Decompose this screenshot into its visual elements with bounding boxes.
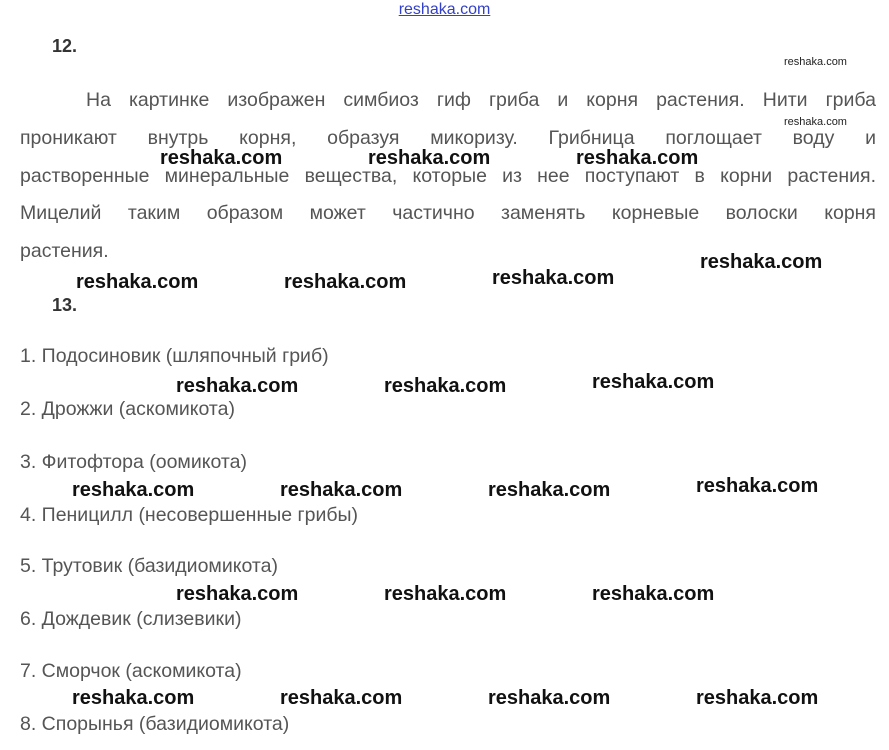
- watermark: reshaka.com: [700, 251, 823, 273]
- task-12-line-2: проникают внутрь корня, образуя микоризу. Грибница поглощает воду и: [20, 127, 876, 149]
- watermark: reshaka.com: [176, 375, 299, 397]
- task-12-line-5: растения.: [20, 240, 109, 262]
- watermark: reshaka.com: [160, 147, 283, 169]
- list-item: 7. Сморчок (аскомикота): [20, 660, 242, 682]
- watermark-small: reshaka.com: [784, 56, 847, 68]
- task-12-line-4: Мицелий таким образом может частично заменять корневые волоски корня: [20, 202, 876, 224]
- watermark: reshaka.com: [488, 479, 611, 501]
- watermark: reshaka.com: [368, 147, 491, 169]
- list-item: 2. Дрожжи (аскомикота): [20, 398, 235, 420]
- list-item: 5. Трутовик (базидиомикота): [20, 555, 278, 577]
- watermark: reshaka.com: [280, 479, 403, 501]
- watermark: reshaka.com: [176, 583, 299, 605]
- watermark: reshaka.com: [76, 271, 199, 293]
- watermark: reshaka.com: [492, 267, 615, 289]
- task-12-line-3: растворенные минеральные вещества, которые из нее поступают в корни растения.: [20, 165, 876, 187]
- watermark: reshaka.com: [488, 687, 611, 709]
- list-item: 8. Спорынья (базидиомикота): [20, 713, 290, 735]
- watermark: reshaka.com: [72, 687, 195, 709]
- task-13-number: 13.: [52, 295, 78, 315]
- watermark: reshaka.com: [696, 687, 819, 709]
- list-item: 1. Подосиновик (шляпочный гриб): [20, 345, 329, 367]
- watermark: reshaka.com: [384, 375, 507, 397]
- watermark: reshaka.com: [280, 687, 403, 709]
- task-12-line-1: На картинке изображен симбиоз гиф гриба и корня растения. Нити гриба: [86, 89, 876, 111]
- watermark: reshaka.com: [696, 475, 819, 497]
- task-12-number: 12.: [52, 36, 78, 56]
- watermark-small: reshaka.com: [784, 116, 847, 128]
- watermark: reshaka.com: [72, 479, 195, 501]
- site-header-link[interactable]: reshaka.com: [398, 1, 491, 18]
- watermark: reshaka.com: [284, 271, 407, 293]
- watermark: reshaka.com: [592, 371, 715, 393]
- list-item: 3. Фитофтора (оомикота): [20, 451, 247, 473]
- list-item: 6. Дождевик (слизевики): [20, 608, 242, 630]
- watermark: reshaka.com: [576, 147, 699, 169]
- watermark: reshaka.com: [592, 583, 715, 605]
- watermark: reshaka.com: [384, 583, 507, 605]
- list-item: 4. Пеницилл (несовершенные грибы): [20, 504, 359, 526]
